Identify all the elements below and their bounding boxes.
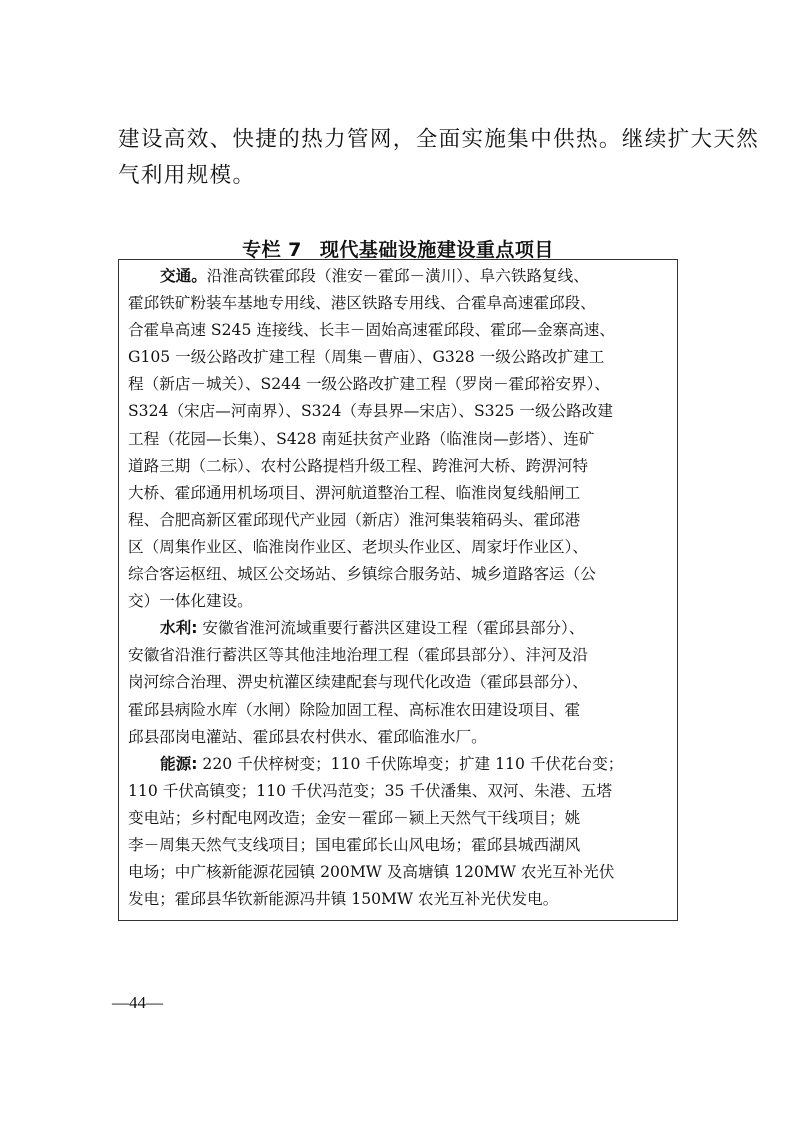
feature-box	[118, 259, 678, 921]
section-line: 李－周集天然气支线项目；国电霍邱长山风电场；霍邱县城西湖风	[128, 835, 581, 854]
intro-paragraph	[118, 122, 760, 194]
section-line: 大桥、霍邱通用机场项目、淠河航道整治工程、临淮岗复线船闸工	[128, 483, 581, 502]
section-line: 安徽省沿淮行蓄洪区等其他洼地治理工程（霍邱县部分）、沣河及沿	[128, 646, 589, 665]
section-line: 邱县邵岗电灌站、霍邱县农村供水、霍邱临淮水厂。	[128, 727, 487, 746]
section-energy	[128, 751, 668, 914]
section-heading: 水利:	[160, 619, 198, 638]
section-line: 霍邱县病险水库（水闸）除险加固工程、高标准农田建设项目、霍	[128, 700, 581, 719]
section-line: 沿淮高铁霍邱段（淮安－霍邱－潢川）、阜六铁路复线、	[206, 267, 589, 285]
page-number: —44—	[112, 993, 163, 1012]
section-line: 110 千伏高镇变；110 千伏冯范变；35 千伏潘集、双河、朱港、五塔	[128, 781, 613, 800]
section-line: 工程（花园—长集）、S428 南延扶贫产业路（临淮岗—彭塔）、连矿	[128, 429, 595, 448]
box-title-text: 现代基础设施建设重点项目	[319, 239, 554, 261]
section-line: 交）一体化建设。	[128, 592, 253, 611]
section-line: S324（宋店—河南界）、S324（寿县界—宋店）、S325 一级公路改建	[128, 402, 613, 421]
section-line: 霍邱铁矿粉装车基地专用线、港区铁路专用线、合霍阜高速霍邱段、	[128, 294, 596, 313]
intro-line: 建设高效、快捷的热力管网，全面实施集中供热。继续扩大天然	[118, 127, 760, 152]
section-line: 岗河综合治理、淠史杭灌区续建配套与现代化改造（霍邱县部分）、	[128, 673, 589, 692]
section-line: 发电；霍邱县华钦新能源冯井镇 150MW 农光互补光伏发电。	[128, 890, 559, 909]
box-title-label: 专栏 7	[242, 239, 302, 261]
section-line: G105 一级公路改扩建工程（周集－曹庙）、G328 一级公路改扩建工	[128, 348, 605, 367]
section-heading: 交通。	[160, 267, 207, 285]
section-line: 电场；中广核新能源花园镇 200MW 及高塘镇 120MW 农光互补光伏	[128, 863, 615, 882]
section-line: 区（周集作业区、临淮岗作业区、老坝头作业区、周家圩作业区）、	[128, 537, 589, 556]
section-line: 道路三期（二标）、农村公路提档升级工程、跨淮河大桥、跨淠河特	[128, 456, 589, 475]
section-line: 变电站；乡村配电网改造；金安－霍邱－颍上天然气干线项目；姚	[128, 808, 581, 827]
box-title	[120, 235, 676, 262]
section-line: 程（新店－城关）、S244 一级公路改扩建工程（罗岗－霍邱裕安界）、	[128, 375, 611, 394]
section-line: 综合客运枢纽、城区公交场站、乡镇综合服务站、城乡道路客运（公	[128, 565, 596, 584]
section-line: 合霍阜高速 S245 连接线、长丰－固始高速霍邱段、霍邱—金寨高速、	[128, 321, 615, 340]
section-line: 安徽省淮河流域重要行蓄洪区建设工程（霍邱县部分）、	[197, 619, 585, 638]
section-heading: 能源:	[160, 754, 198, 773]
section-transport	[128, 263, 668, 615]
section-water	[128, 615, 668, 750]
intro-line: 气利用规模。	[118, 163, 256, 188]
section-line: 程、合肥高新区霍邱现代产业园（新店）淮河集装箱码头、霍邱港	[128, 510, 581, 529]
section-line: 220 千伏梓树变；110 千伏陈埠变；扩建 110 千伏花台变；	[197, 754, 624, 773]
